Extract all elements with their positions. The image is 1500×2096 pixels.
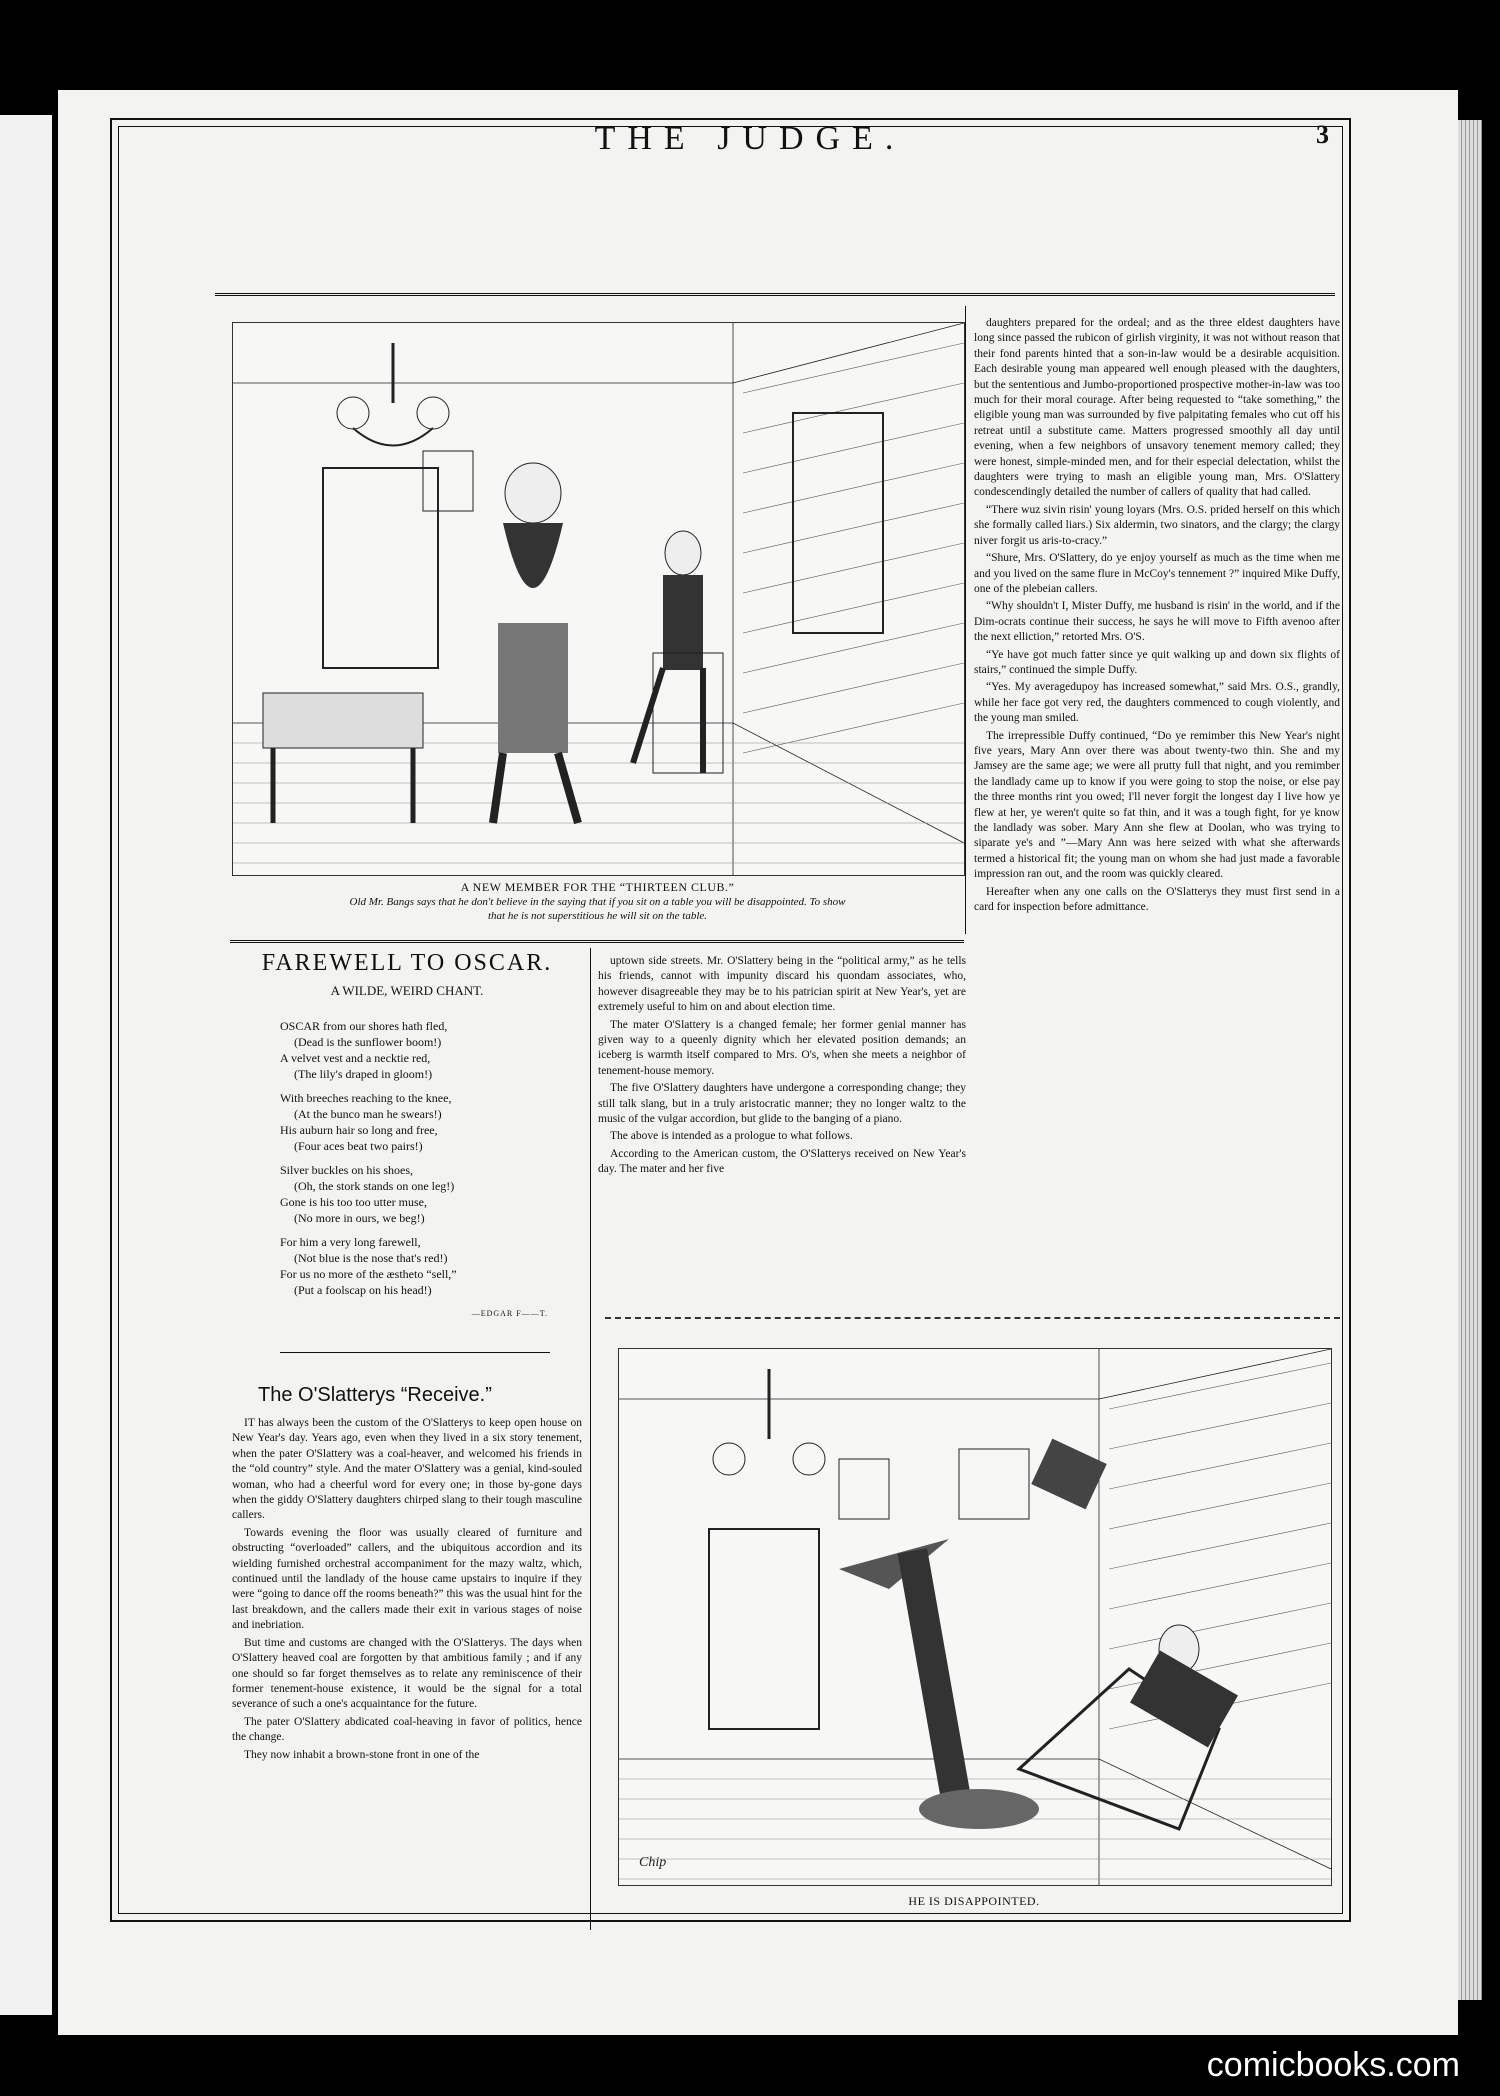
poem-line: (At the bunco man he swears!)	[294, 1107, 442, 1121]
story-paragraph: daughters prepared for the ordeal; and as the three eldest daughters have long since passed the rubicon of girlish virginity, it was not without reason that their fond parents hinted that a son-in-law would be a desirable acquisition. Each desirable young man appeared well enough pleased with the daughters, but the sententious and Jumbo-proportioned prospective mother-in-law was too much for their moral courage. After being requested to “take something,” the eligible young man was surrounded by five palpitating females who cut off his retreat until a substitute came. Matters progressed smoothly all day until evening, when a few neighbors of unsavory tenement memory called; they were honest, simple-minded men, and for their especial delectation, whilst the daughters were trying to mash an eligible young man, Mrs. O'Slattery condescendingly detailed the number of callers of quality that had called.	[974, 317, 1340, 499]
story-paragraph: “Ye have got much fatter since ye quit walking up and down six flights of stairs,” continued the simple Duffy.	[974, 648, 1340, 676]
poem-subtitle: A WILDE, WEIRD CHANT.	[330, 983, 484, 998]
story-paragraph: “Shure, Mrs. O'Slattery, do ye enjoy yourself as much as the time when me and you lived on the same flure in McCoy's tennement ?” inquired Mike Duffy, one of the plebeian callers.	[974, 552, 1340, 595]
poem-line: For him a very long farewell,	[280, 1235, 421, 1249]
top-caption-subtitle-1: Old Mr. Bangs says that he don't believe in the saying that if you sit on a table you will be disappointed. To show	[349, 896, 846, 908]
story-paragraph: The irrepressible Duffy continued, “Do ye remimber this New Year's night five years, Mary Ann over there was about twenty-two thin. She and my Jamsey are the same age; we were all prutty full that night, and you remimber the landlady came up to know if you were going to stop the noise, or else pay the three months rint you owed; I'll never forgit the longest day I live how ye flew at her, ye weren't quite so fat thin, and it was a tough fight, for ye know the landlady was sober. Mary Ann she flew at Doolan, who was trying to siparate ye's and ”—Mary Ann was here seized with what she afterwards termed a historical fit; the young man on whom she had just made a favorable impression ran out, and the room was quickly cleared.	[974, 729, 1340, 881]
site-watermark: comicbooks.com	[1206, 2046, 1460, 2084]
poem-stanza	[280, 1090, 560, 1154]
poem-line: (Not blue is the nose that's red!)	[294, 1251, 448, 1265]
poem-line: A velvet vest and a necktie red,	[280, 1051, 431, 1065]
story-paragraph: IT has always been the custom of the O'Slatterys to keep open house on New Year's day. Years ago, even when they lived in a six story tenement, when the pater O'Slattery was a coal-heaver, and welcomed his friends in the “old country” style. And the mater O'Slattery was a genial, kind-souled woman, who had a cheerful word for every one; in those by-gone days when the giddy O'Slattery daughters chirped slang to their tough masculine callers.	[232, 1417, 582, 1522]
story-paragraph: The five O'Slattery daughters have undergone a corresponding change; they still talk slang, but in a truly aristocratic manner; they no longer waltz to the music of the vulgar accordion, but glide to the banging of a piano.	[598, 1082, 966, 1126]
poem-line: With breeches reaching to the knee,	[280, 1091, 452, 1105]
story-paragraph: Towards evening the floor was usually cleared of furniture and obstructing “overloaded” callers, and the ubiquitous accordion and its wielding furnished orchestral accompaniment for the mazy waltz, which, continued until the landlady of the house came upstairs to inquire if they were “going to dance off the rooms beneath?” this was the usual hint for the last breakdown, and the callers made their exit in various stages of noise and inebriation.	[232, 1526, 582, 1632]
poem-line: (Dead is the sunflower boom!)	[294, 1035, 442, 1049]
caption-rule	[230, 940, 964, 943]
poem-line: Silver buckles on his shoes,	[280, 1163, 413, 1177]
poem-body	[280, 1018, 560, 1322]
facing-page-edge	[0, 115, 52, 2015]
poem-heading	[232, 950, 582, 999]
poem-signature: —EDGAR F——T.	[471, 1309, 548, 1318]
poem-line: (No more in ours, we beg!)	[294, 1211, 425, 1225]
poem-stanza	[280, 1234, 560, 1298]
page-number: 3	[1316, 120, 1329, 149]
page-stack-edge	[1458, 120, 1482, 2000]
story-paragraph: Hereafter when any one calls on the O'Slatterys they must first send in a card for inspection before admittance.	[974, 885, 1340, 914]
poem-line: (Put a foolscap on his head!)	[294, 1283, 432, 1297]
story-paragraph: “Why shouldn't I, Mister Duffy, me husband is risin' in the world, and if the Dim-ocrats continue their success, he says he will move to Fifth avenoo after the next elliction,” retorted Mrs. O'S.	[974, 600, 1340, 644]
bottom-caption-title: HE IS DISAPPOINTED.	[908, 1894, 1040, 1908]
story-paragraph: The pater O'Slattery abdicated coal-heaving in favor of politics, hence the change.	[232, 1715, 582, 1744]
engraving-scene-fall	[619, 1349, 1331, 1885]
poem-line: Gone is his too too utter muse,	[280, 1195, 427, 1209]
poem-stanza	[280, 1018, 560, 1082]
story-paragraph: But time and customs are changed with the O'Slatterys. The days when O'Slattery heaved coal are forgotten by that ambitious family ; and if any one should so far forget themselves as to relate any reminiscence of their former tenement-house existence, it would be the signal for a total severance of such a one's acquaintance for the future.	[232, 1636, 582, 1711]
story-column-3	[974, 316, 1340, 915]
masthead-title: THE JUDGE.	[594, 120, 906, 157]
story-paragraph: According to the American custom, the O'Slatterys received on New Year's day. The mater and her five	[598, 1147, 966, 1176]
top-caption-subtitle-2: that he is not superstitious he will sit on the table.	[487, 910, 708, 922]
poem-end-rule	[280, 1352, 550, 1353]
story-end-rule	[605, 1317, 1340, 1319]
column-rule-left	[590, 948, 591, 1930]
engraving-scene-table	[233, 323, 964, 875]
illustration-disappointed	[618, 1348, 1332, 1886]
story-paragraph: “Yes. My averagedupoy has increased somewhat,” said Mrs. O.S., grandly, while her face got very red, the daughters commenced to cough violently, and the young man smiled.	[974, 681, 1340, 725]
poem-line: OSCAR from our shores hath fled,	[280, 1019, 448, 1033]
illustration-thirteen-club	[232, 322, 965, 876]
story-column-2	[598, 954, 966, 1178]
artist-signature: Chip	[639, 1855, 667, 1870]
poem-line: (Four aces beat two pairs!)	[294, 1139, 423, 1153]
top-caption	[232, 880, 963, 923]
story-paragraph: uptown side streets. Mr. O'Slattery being in the “political army,” as he tells his friends, cannot with impunity discard his quondam associates, who, however disagreeable they may be to his patrician spirit at New Year's, yet are extremely useful to him on and about election time.	[598, 955, 966, 1014]
top-caption-title: A NEW MEMBER FOR THE “THIRTEEN CLUB.”	[460, 880, 735, 894]
masthead-rule	[215, 293, 1335, 296]
poem-line: For us no more of the æstheto “sell,”	[280, 1267, 457, 1281]
story-title: The O'Slatterys “Receive.”	[258, 1384, 492, 1406]
story-paragraph: They now inhabit a brown-stone front in one of the	[244, 1748, 480, 1761]
poem-title: FAREWELL TO OSCAR.	[261, 950, 553, 976]
story-paragraph: “There wuz sivin risin' young loyars (Mrs. O.S. prided herself on this which she formally called liars.) Six aldermin, two sinators, and the clargy; the clargy niver forgit us aris-to-cracy.”	[974, 503, 1340, 547]
bottom-caption	[618, 1894, 1330, 1909]
poem-line: (The lily's draped in gloom!)	[294, 1067, 433, 1081]
column-rule-top	[965, 306, 966, 934]
poem-line: (Oh, the stork stands on one leg!)	[294, 1179, 455, 1193]
story-paragraph: The mater O'Slattery is a changed female; her former genial manner has given way to a queenly dignity which her elevated position demands; an iceberg is warmth itself compared to Mrs. O's, when she meets a neighbor of tenement-house memory.	[598, 1018, 966, 1077]
story-paragraph: The above is intended as a prologue to what follows.	[610, 1130, 853, 1143]
story-column-1	[232, 1416, 582, 1763]
poem-stanza	[280, 1162, 560, 1226]
poem-line: His auburn hair so long and free,	[280, 1123, 438, 1137]
